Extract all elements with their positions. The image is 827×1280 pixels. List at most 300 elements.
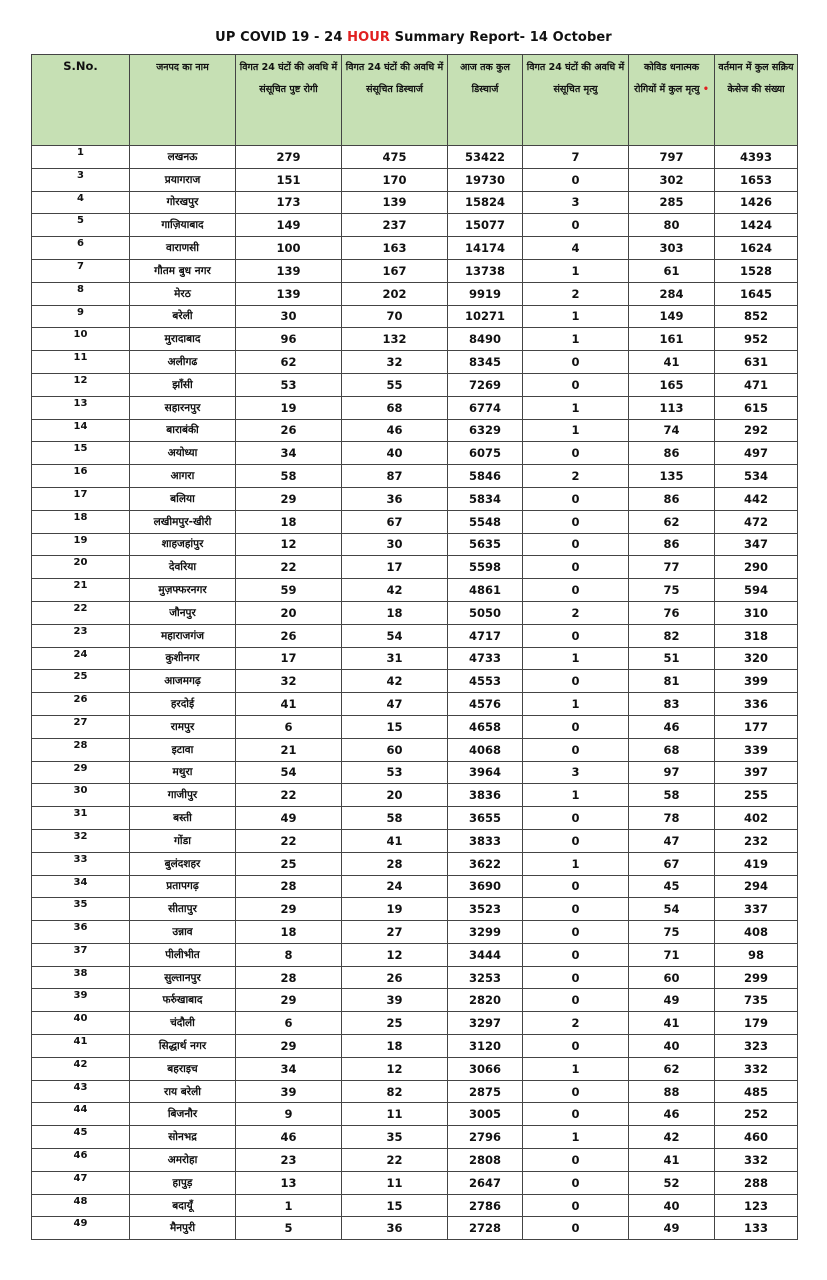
district-cell: अयोध्या <box>130 442 236 465</box>
total-discharge-cell: 15077 <box>448 214 523 237</box>
table-row <box>32 1194 798 1217</box>
total-discharge-cell: 3523 <box>448 898 523 921</box>
discharge-24h-cell: 53 <box>342 761 448 784</box>
active-cases-cell: 631 <box>715 351 798 374</box>
sno-cell: 1 <box>32 146 130 169</box>
active-cases-cell: 179 <box>715 1012 798 1035</box>
positive-24h-cell: 46 <box>236 1126 342 1149</box>
total-deaths-cell: 54 <box>629 898 715 921</box>
discharge-24h-cell: 60 <box>342 738 448 761</box>
active-cases-cell: 402 <box>715 807 798 830</box>
table-row <box>32 738 798 761</box>
header-positive-24h: विगत 24 घंटों की अवधि में संसूचित पुष्ट रोगी <box>236 55 342 146</box>
positive-24h-cell: 41 <box>236 693 342 716</box>
total-deaths-cell: 88 <box>629 1080 715 1103</box>
active-cases-cell: 299 <box>715 966 798 989</box>
positive-24h-cell: 22 <box>236 829 342 852</box>
total-discharge-cell: 5635 <box>448 533 523 556</box>
header-discharge-24h: विगत 24 घंटों की अवधि में संसूचित डिस्चार्ज <box>342 55 448 146</box>
positive-24h-cell: 59 <box>236 579 342 602</box>
district-cell: देवरिया <box>130 556 236 579</box>
district-cell: गोंडा <box>130 829 236 852</box>
positive-24h-cell: 20 <box>236 601 342 624</box>
district-cell: उन्नाव <box>130 921 236 944</box>
total-deaths-cell: 61 <box>629 259 715 282</box>
total-discharge-cell: 2728 <box>448 1217 523 1240</box>
sno-cell: 35 <box>32 898 130 921</box>
positive-24h-cell: 1 <box>236 1194 342 1217</box>
deaths-24h-cell: 1 <box>523 784 629 807</box>
sno-cell: 38 <box>32 966 130 989</box>
deaths-24h-cell: 0 <box>523 510 629 533</box>
total-discharge-cell: 4576 <box>448 693 523 716</box>
deaths-24h-cell: 0 <box>523 898 629 921</box>
district-cell: सहारनपुर <box>130 396 236 419</box>
discharge-24h-cell: 42 <box>342 670 448 693</box>
total-discharge-cell: 8490 <box>448 328 523 351</box>
district-cell: प्रतापगढ़ <box>130 875 236 898</box>
positive-24h-cell: 54 <box>236 761 342 784</box>
active-cases-cell: 290 <box>715 556 798 579</box>
table-row <box>32 624 798 647</box>
total-deaths-cell: 49 <box>629 1217 715 1240</box>
total-discharge-cell: 5050 <box>448 601 523 624</box>
total-deaths-cell: 62 <box>629 1057 715 1080</box>
total-discharge-cell: 4658 <box>448 715 523 738</box>
discharge-24h-cell: 31 <box>342 647 448 670</box>
table-row <box>32 715 798 738</box>
total-discharge-cell: 5834 <box>448 487 523 510</box>
total-deaths-cell: 303 <box>629 237 715 260</box>
total-discharge-cell: 3120 <box>448 1035 523 1058</box>
discharge-24h-cell: 15 <box>342 1194 448 1217</box>
active-cases-cell: 288 <box>715 1171 798 1194</box>
deaths-24h-cell: 0 <box>523 579 629 602</box>
discharge-24h-cell: 22 <box>342 1149 448 1172</box>
positive-24h-cell: 19 <box>236 396 342 419</box>
total-discharge-cell: 3299 <box>448 921 523 944</box>
discharge-24h-cell: 12 <box>342 943 448 966</box>
table-row <box>32 328 798 351</box>
active-cases-cell: 952 <box>715 328 798 351</box>
sno-cell: 10 <box>32 328 130 351</box>
total-deaths-cell: 45 <box>629 875 715 898</box>
active-cases-cell: 534 <box>715 465 798 488</box>
table-row <box>32 259 798 282</box>
total-deaths-cell: 80 <box>629 214 715 237</box>
sno-cell: 6 <box>32 237 130 260</box>
total-discharge-cell: 4861 <box>448 579 523 602</box>
discharge-24h-cell: 32 <box>342 351 448 374</box>
table-row <box>32 556 798 579</box>
active-cases-cell: 123 <box>715 1194 798 1217</box>
discharge-24h-cell: 28 <box>342 852 448 875</box>
deaths-24h-cell: 1 <box>523 1057 629 1080</box>
deaths-24h-cell: 0 <box>523 533 629 556</box>
active-cases-cell: 292 <box>715 419 798 442</box>
total-deaths-cell: 40 <box>629 1035 715 1058</box>
deaths-24h-cell: 7 <box>523 146 629 169</box>
district-cell: मथुरा <box>130 761 236 784</box>
positive-24h-cell: 17 <box>236 647 342 670</box>
discharge-24h-cell: 20 <box>342 784 448 807</box>
discharge-24h-cell: 47 <box>342 693 448 716</box>
positive-24h-cell: 21 <box>236 738 342 761</box>
sno-cell: 9 <box>32 305 130 328</box>
positive-24h-cell: 151 <box>236 168 342 191</box>
sno-cell: 24 <box>32 647 130 670</box>
sno-cell: 26 <box>32 693 130 716</box>
discharge-24h-cell: 46 <box>342 419 448 442</box>
active-cases-cell: 310 <box>715 601 798 624</box>
table-row <box>32 875 798 898</box>
discharge-24h-cell: 30 <box>342 533 448 556</box>
total-deaths-cell: 46 <box>629 715 715 738</box>
total-discharge-cell: 9919 <box>448 282 523 305</box>
deaths-24h-cell: 0 <box>523 921 629 944</box>
table-row <box>32 1012 798 1035</box>
total-deaths-cell: 71 <box>629 943 715 966</box>
table-row <box>32 351 798 374</box>
sno-cell: 40 <box>32 1012 130 1035</box>
table-row <box>32 898 798 921</box>
total-deaths-cell: 67 <box>629 852 715 875</box>
discharge-24h-cell: 54 <box>342 624 448 647</box>
table-row <box>32 442 798 465</box>
discharge-24h-cell: 27 <box>342 921 448 944</box>
discharge-24h-cell: 475 <box>342 146 448 169</box>
total-discharge-cell: 3836 <box>448 784 523 807</box>
district-cell: लखनऊ <box>130 146 236 169</box>
deaths-24h-cell: 4 <box>523 237 629 260</box>
positive-24h-cell: 23 <box>236 1149 342 1172</box>
deaths-24h-cell: 1 <box>523 305 629 328</box>
district-cell: मेरठ <box>130 282 236 305</box>
sno-cell: 47 <box>32 1171 130 1194</box>
deaths-24h-cell: 0 <box>523 943 629 966</box>
positive-24h-cell: 29 <box>236 989 342 1012</box>
positive-24h-cell: 139 <box>236 282 342 305</box>
active-cases-cell: 485 <box>715 1080 798 1103</box>
table-row <box>32 966 798 989</box>
table-row <box>32 943 798 966</box>
total-discharge-cell: 2875 <box>448 1080 523 1103</box>
total-deaths-cell: 58 <box>629 784 715 807</box>
district-cell: बस्ती <box>130 807 236 830</box>
total-discharge-cell: 6329 <box>448 419 523 442</box>
table-body <box>32 146 798 1240</box>
total-deaths-cell: 46 <box>629 1103 715 1126</box>
deaths-24h-cell: 0 <box>523 168 629 191</box>
sno-cell: 17 <box>32 487 130 510</box>
total-discharge-cell: 4733 <box>448 647 523 670</box>
sno-cell: 34 <box>32 875 130 898</box>
district-cell: आगरा <box>130 465 236 488</box>
sno-cell: 33 <box>32 852 130 875</box>
total-discharge-cell: 2786 <box>448 1194 523 1217</box>
table-row <box>32 487 798 510</box>
active-cases-cell: 98 <box>715 943 798 966</box>
deaths-24h-cell: 0 <box>523 1103 629 1126</box>
discharge-24h-cell: 70 <box>342 305 448 328</box>
table-row <box>32 282 798 305</box>
deaths-24h-cell: 0 <box>523 829 629 852</box>
deaths-24h-cell: 0 <box>523 556 629 579</box>
positive-24h-cell: 34 <box>236 442 342 465</box>
sno-cell: 8 <box>32 282 130 305</box>
positive-24h-cell: 29 <box>236 487 342 510</box>
positive-24h-cell: 53 <box>236 373 342 396</box>
header-total-deaths-mark: • <box>702 84 709 95</box>
total-deaths-cell: 68 <box>629 738 715 761</box>
positive-24h-cell: 22 <box>236 556 342 579</box>
active-cases-cell: 337 <box>715 898 798 921</box>
total-deaths-cell: 86 <box>629 487 715 510</box>
header-total-deaths <box>629 55 715 146</box>
district-cell: गाजीपुर <box>130 784 236 807</box>
total-deaths-cell: 76 <box>629 601 715 624</box>
total-deaths-cell: 51 <box>629 647 715 670</box>
total-discharge-cell: 3444 <box>448 943 523 966</box>
district-cell: मुरादाबाद <box>130 328 236 351</box>
header-total-deaths-label: कोविड धनात्मक रोगियों में कुल मृत्यु <box>634 62 700 95</box>
active-cases-cell: 419 <box>715 852 798 875</box>
district-cell: रामपुर <box>130 715 236 738</box>
total-discharge-cell: 53422 <box>448 146 523 169</box>
deaths-24h-cell: 0 <box>523 487 629 510</box>
discharge-24h-cell: 202 <box>342 282 448 305</box>
district-cell: बरेली <box>130 305 236 328</box>
positive-24h-cell: 6 <box>236 1012 342 1035</box>
table-row <box>32 419 798 442</box>
sno-cell: 19 <box>32 533 130 556</box>
sno-cell: 37 <box>32 943 130 966</box>
positive-24h-cell: 8 <box>236 943 342 966</box>
deaths-24h-cell: 0 <box>523 875 629 898</box>
total-deaths-cell: 41 <box>629 1149 715 1172</box>
table-row <box>32 396 798 419</box>
active-cases-cell: 1424 <box>715 214 798 237</box>
title-highlight: HOUR <box>347 30 391 45</box>
deaths-24h-cell: 0 <box>523 373 629 396</box>
total-discharge-cell: 5846 <box>448 465 523 488</box>
total-discharge-cell: 5548 <box>448 510 523 533</box>
total-deaths-cell: 82 <box>629 624 715 647</box>
table-row <box>32 214 798 237</box>
total-deaths-cell: 42 <box>629 1126 715 1149</box>
positive-24h-cell: 100 <box>236 237 342 260</box>
positive-24h-cell: 25 <box>236 852 342 875</box>
district-cell: राय बरेली <box>130 1080 236 1103</box>
discharge-24h-cell: 170 <box>342 168 448 191</box>
deaths-24h-cell: 1 <box>523 693 629 716</box>
header-active-cases: वर्तमान में कुल सक्रिय केसेज की संख्या <box>715 55 798 146</box>
discharge-24h-cell: 237 <box>342 214 448 237</box>
sno-cell: 7 <box>32 259 130 282</box>
district-cell: बदायूँ <box>130 1194 236 1217</box>
total-discharge-cell: 3297 <box>448 1012 523 1035</box>
active-cases-cell: 320 <box>715 647 798 670</box>
positive-24h-cell: 139 <box>236 259 342 282</box>
discharge-24h-cell: 19 <box>342 898 448 921</box>
district-cell: गौतम बुध नगर <box>130 259 236 282</box>
deaths-24h-cell: 1 <box>523 259 629 282</box>
district-cell: कुशीनगर <box>130 647 236 670</box>
title-suffix: Summary Report- 14 October <box>390 30 612 45</box>
active-cases-cell: 339 <box>715 738 798 761</box>
sno-cell: 27 <box>32 715 130 738</box>
total-deaths-cell: 135 <box>629 465 715 488</box>
active-cases-cell: 1624 <box>715 237 798 260</box>
sno-cell: 43 <box>32 1080 130 1103</box>
district-cell: सोनभद्र <box>130 1126 236 1149</box>
district-cell: महाराजगंज <box>130 624 236 647</box>
table-row <box>32 168 798 191</box>
discharge-24h-cell: 40 <box>342 442 448 465</box>
district-cell: शाहजहांपुर <box>130 533 236 556</box>
discharge-24h-cell: 41 <box>342 829 448 852</box>
sno-cell: 14 <box>32 419 130 442</box>
positive-24h-cell: 96 <box>236 328 342 351</box>
positive-24h-cell: 9 <box>236 1103 342 1126</box>
deaths-24h-cell: 3 <box>523 761 629 784</box>
header-deaths-24h: विगत 24 घंटों की अवधि में संसूचित मृत्यु <box>523 55 629 146</box>
total-discharge-cell: 2808 <box>448 1149 523 1172</box>
discharge-24h-cell: 132 <box>342 328 448 351</box>
total-discharge-cell: 3253 <box>448 966 523 989</box>
active-cases-cell: 323 <box>715 1035 798 1058</box>
deaths-24h-cell: 1 <box>523 328 629 351</box>
table-row <box>32 647 798 670</box>
active-cases-cell: 332 <box>715 1149 798 1172</box>
title-prefix: UP COVID 19 - 24 <box>215 30 348 45</box>
table-row <box>32 693 798 716</box>
total-discharge-cell: 4068 <box>448 738 523 761</box>
table-row <box>32 1057 798 1080</box>
sno-cell: 48 <box>32 1194 130 1217</box>
table-row <box>32 1126 798 1149</box>
total-deaths-cell: 74 <box>629 419 715 442</box>
total-deaths-cell: 40 <box>629 1194 715 1217</box>
deaths-24h-cell: 0 <box>523 1035 629 1058</box>
sno-cell: 39 <box>32 989 130 1012</box>
total-deaths-cell: 86 <box>629 533 715 556</box>
discharge-24h-cell: 139 <box>342 191 448 214</box>
total-deaths-cell: 81 <box>629 670 715 693</box>
active-cases-cell: 594 <box>715 579 798 602</box>
header-district: जनपद का नाम <box>130 55 236 146</box>
district-cell: वाराणसी <box>130 237 236 260</box>
discharge-24h-cell: 167 <box>342 259 448 282</box>
active-cases-cell: 347 <box>715 533 798 556</box>
sno-cell: 25 <box>32 670 130 693</box>
total-discharge-cell: 3005 <box>448 1103 523 1126</box>
deaths-24h-cell: 3 <box>523 191 629 214</box>
discharge-24h-cell: 25 <box>342 1012 448 1035</box>
total-discharge-cell: 3066 <box>448 1057 523 1080</box>
active-cases-cell: 1645 <box>715 282 798 305</box>
sno-cell: 30 <box>32 784 130 807</box>
total-discharge-cell: 3964 <box>448 761 523 784</box>
positive-24h-cell: 28 <box>236 966 342 989</box>
total-discharge-cell: 8345 <box>448 351 523 374</box>
district-cell: बुलंदशहर <box>130 852 236 875</box>
sno-cell: 13 <box>32 396 130 419</box>
discharge-24h-cell: 82 <box>342 1080 448 1103</box>
total-deaths-cell: 161 <box>629 328 715 351</box>
deaths-24h-cell: 1 <box>523 852 629 875</box>
table-row <box>32 1103 798 1126</box>
table-row <box>32 305 798 328</box>
total-deaths-cell: 41 <box>629 1012 715 1035</box>
deaths-24h-cell: 2 <box>523 465 629 488</box>
deaths-24h-cell: 2 <box>523 282 629 305</box>
sno-cell: 18 <box>32 510 130 533</box>
total-deaths-cell: 75 <box>629 921 715 944</box>
active-cases-cell: 471 <box>715 373 798 396</box>
discharge-24h-cell: 68 <box>342 396 448 419</box>
sno-cell: 11 <box>32 351 130 374</box>
discharge-24h-cell: 55 <box>342 373 448 396</box>
total-deaths-cell: 78 <box>629 807 715 830</box>
total-discharge-cell: 2647 <box>448 1171 523 1194</box>
deaths-24h-cell: 0 <box>523 807 629 830</box>
table-row <box>32 852 798 875</box>
positive-24h-cell: 6 <box>236 715 342 738</box>
district-cell: गोरखपुर <box>130 191 236 214</box>
district-cell: प्रयागराज <box>130 168 236 191</box>
total-discharge-cell: 7269 <box>448 373 523 396</box>
deaths-24h-cell: 0 <box>523 715 629 738</box>
discharge-24h-cell: 18 <box>342 601 448 624</box>
total-deaths-cell: 113 <box>629 396 715 419</box>
discharge-24h-cell: 17 <box>342 556 448 579</box>
total-discharge-cell: 15824 <box>448 191 523 214</box>
report-title <box>0 30 827 45</box>
total-discharge-cell: 3622 <box>448 852 523 875</box>
deaths-24h-cell: 0 <box>523 670 629 693</box>
total-deaths-cell: 41 <box>629 351 715 374</box>
table-row <box>32 989 798 1012</box>
district-cell: इटावा <box>130 738 236 761</box>
total-deaths-cell: 77 <box>629 556 715 579</box>
positive-24h-cell: 18 <box>236 921 342 944</box>
district-cell: अमरोहा <box>130 1149 236 1172</box>
sno-cell: 28 <box>32 738 130 761</box>
district-cell: चंदौली <box>130 1012 236 1035</box>
total-discharge-cell: 3655 <box>448 807 523 830</box>
table-row <box>32 237 798 260</box>
table-row <box>32 761 798 784</box>
discharge-24h-cell: 15 <box>342 715 448 738</box>
total-deaths-cell: 47 <box>629 829 715 852</box>
total-discharge-cell: 3833 <box>448 829 523 852</box>
deaths-24h-cell: 0 <box>523 966 629 989</box>
deaths-24h-cell: 2 <box>523 1012 629 1035</box>
total-deaths-cell: 86 <box>629 442 715 465</box>
total-deaths-cell: 97 <box>629 761 715 784</box>
positive-24h-cell: 39 <box>236 1080 342 1103</box>
table-row <box>32 465 798 488</box>
total-deaths-cell: 83 <box>629 693 715 716</box>
positive-24h-cell: 18 <box>236 510 342 533</box>
deaths-24h-cell: 0 <box>523 989 629 1012</box>
sno-cell: 3 <box>32 168 130 191</box>
active-cases-cell: 133 <box>715 1217 798 1240</box>
table-row <box>32 1080 798 1103</box>
sno-cell: 20 <box>32 556 130 579</box>
table-row <box>32 1171 798 1194</box>
